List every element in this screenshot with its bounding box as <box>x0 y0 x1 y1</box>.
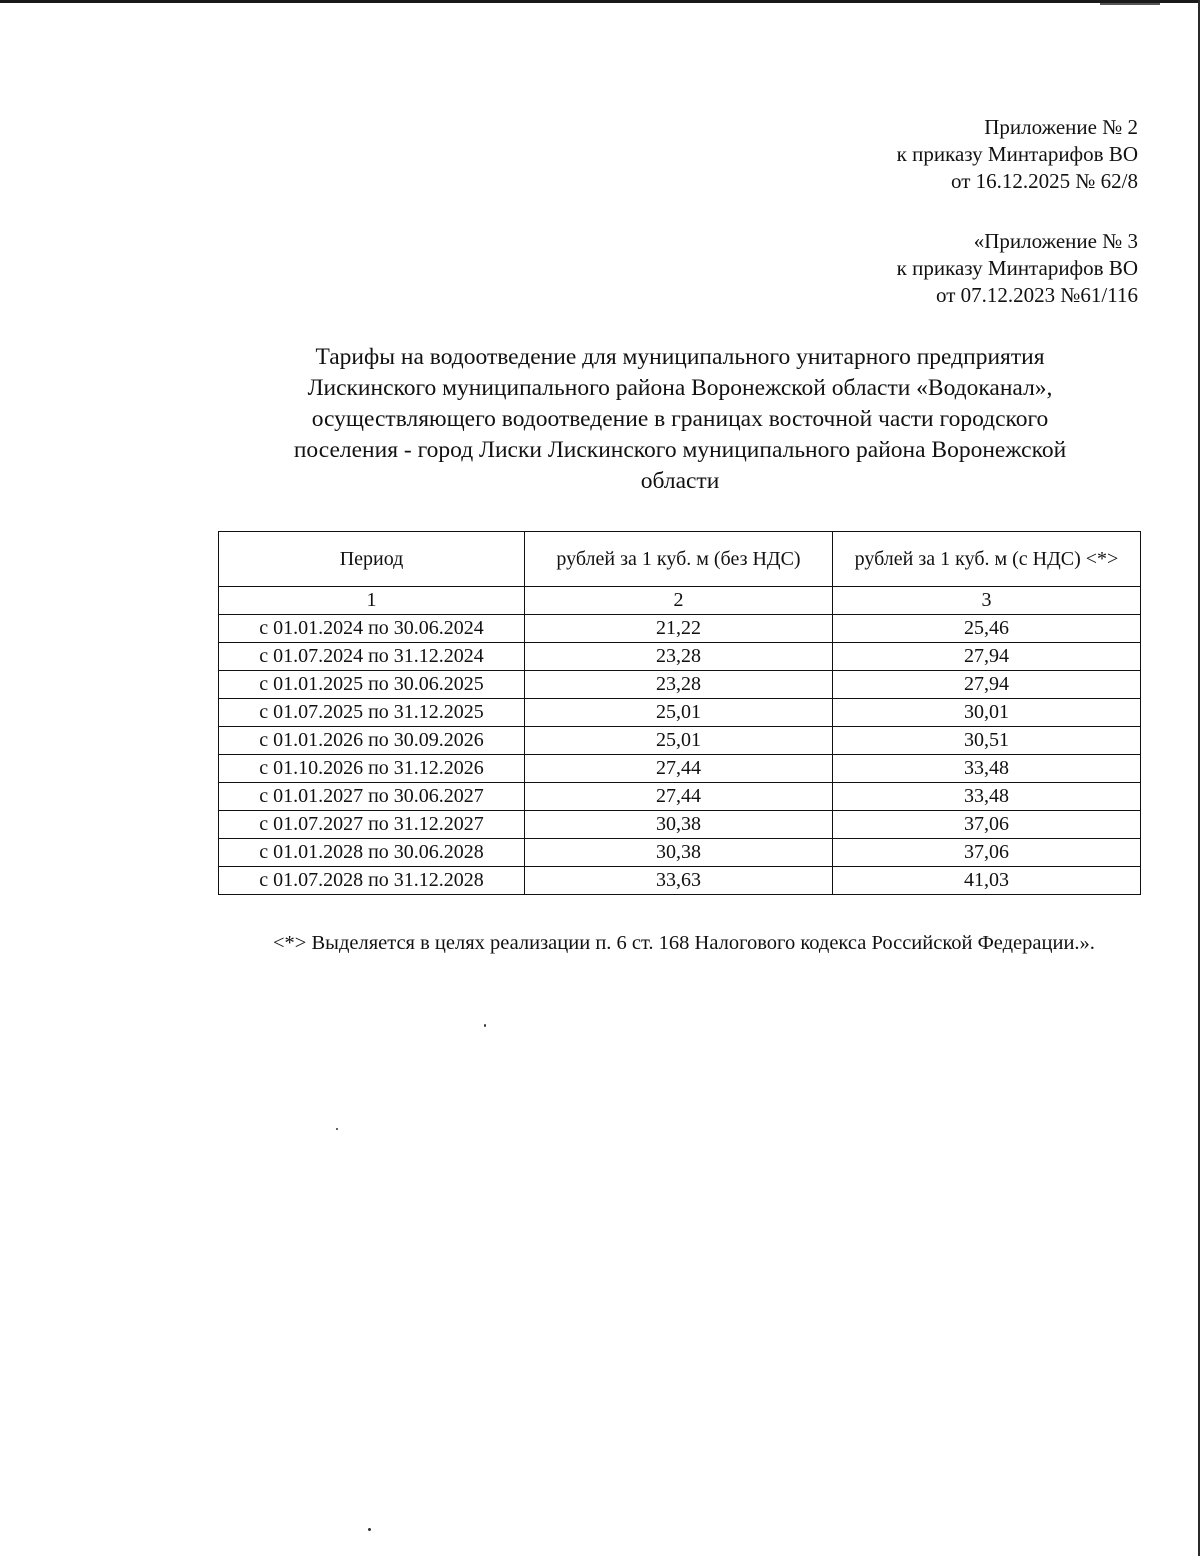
table-row <box>219 839 1141 867</box>
table-row <box>219 727 1141 755</box>
title-line3: осуществляющего водоотведение в границах восточной части городского <box>311 406 1049 432</box>
table-row <box>219 755 1141 783</box>
table-row <box>219 811 1141 839</box>
table-row <box>219 783 1141 811</box>
price-with-vat-cell: 37,06 <box>833 811 1141 839</box>
period-cell: с 01.01.2026 по 30.09.2026 <box>219 727 525 755</box>
price-with-vat-cell: 30,01 <box>833 699 1141 727</box>
price-without-vat-cell: 23,28 <box>525 671 833 699</box>
header-period: Период <box>219 532 525 587</box>
price-with-vat-cell: 27,94 <box>833 643 1141 671</box>
table-row <box>219 699 1141 727</box>
price-with-vat-cell: 41,03 <box>833 867 1141 895</box>
price-with-vat-cell: 33,48 <box>833 783 1141 811</box>
appendix-previous-line3: от 07.12.2023 №61/116 <box>936 283 1138 307</box>
appendix-current-line1: Приложение № 2 <box>984 115 1138 139</box>
table-row <box>219 643 1141 671</box>
title-line5: области <box>640 468 720 494</box>
document-title <box>200 342 1160 497</box>
period-cell: с 01.01.2024 по 30.06.2024 <box>219 615 525 643</box>
scan-mark <box>1100 3 1160 5</box>
appendix-previous-line2: к приказу Минтарифов ВО <box>896 256 1138 280</box>
period-cell: с 01.07.2025 по 31.12.2025 <box>219 699 525 727</box>
price-with-vat-cell: 27,94 <box>833 671 1141 699</box>
price-without-vat-cell: 21,22 <box>525 615 833 643</box>
period-cell: с 01.01.2028 по 30.06.2028 <box>219 839 525 867</box>
price-with-vat-cell: 33,48 <box>833 755 1141 783</box>
appendix-previous-line1: «Приложение № 3 <box>973 229 1138 253</box>
vat-footnote: <*> Выделяется в целях реализации п. 6 ст. 168 Налогового кодекса Российской Федерации.». <box>273 932 1095 954</box>
header-price-with-vat: рублей за 1 куб. м (с НДС) <*> <box>833 532 1141 587</box>
tariff-table <box>218 531 1141 895</box>
price-without-vat-cell: 27,44 <box>525 783 833 811</box>
period-cell: с 01.07.2027 по 31.12.2027 <box>219 811 525 839</box>
table-header-row <box>219 532 1141 587</box>
period-cell: с 01.01.2027 по 30.06.2027 <box>219 783 525 811</box>
scan-edge-top <box>0 0 1200 3</box>
period-cell: с 01.10.2026 по 31.12.2026 <box>219 755 525 783</box>
price-with-vat-cell: 37,06 <box>833 839 1141 867</box>
table-row <box>219 867 1141 895</box>
scan-speck <box>336 1128 338 1130</box>
title-line1: Тарифы на водоотведение для муниципального унитарного предприятия <box>315 344 1045 370</box>
table-column-number-row <box>219 587 1141 615</box>
price-without-vat-cell: 27,44 <box>525 755 833 783</box>
column-number: 3 <box>833 587 1141 615</box>
column-number: 1 <box>219 587 525 615</box>
price-without-vat-cell: 25,01 <box>525 699 833 727</box>
price-with-vat-cell: 25,46 <box>833 615 1141 643</box>
appendix-current-line3: от 16.12.2025 № 62/8 <box>950 169 1138 193</box>
price-with-vat-cell: 30,51 <box>833 727 1141 755</box>
appendix-header-current <box>897 114 1138 195</box>
price-without-vat-cell: 23,28 <box>525 643 833 671</box>
scan-speck <box>368 1528 371 1531</box>
title-line4: поселения - город Лиски Лискинского муниципального района Воронежской <box>293 437 1067 463</box>
period-cell: с 01.07.2028 по 31.12.2028 <box>219 867 525 895</box>
scan-speck <box>484 1024 486 1027</box>
price-without-vat-cell: 30,38 <box>525 839 833 867</box>
price-without-vat-cell: 25,01 <box>525 727 833 755</box>
table-row <box>219 615 1141 643</box>
appendix-current-line2: к приказу Минтарифов ВО <box>896 142 1138 166</box>
column-number: 2 <box>525 587 833 615</box>
appendix-header-previous <box>897 228 1138 309</box>
title-line2: Лискинского муниципального района Воронежской области «Водоканал», <box>307 375 1053 401</box>
price-without-vat-cell: 30,38 <box>525 811 833 839</box>
price-without-vat-cell: 33,63 <box>525 867 833 895</box>
period-cell: с 01.07.2024 по 31.12.2024 <box>219 643 525 671</box>
header-price-without-vat: рублей за 1 куб. м (без НДС) <box>525 532 833 587</box>
period-cell: с 01.01.2025 по 30.06.2025 <box>219 671 525 699</box>
table-row <box>219 671 1141 699</box>
